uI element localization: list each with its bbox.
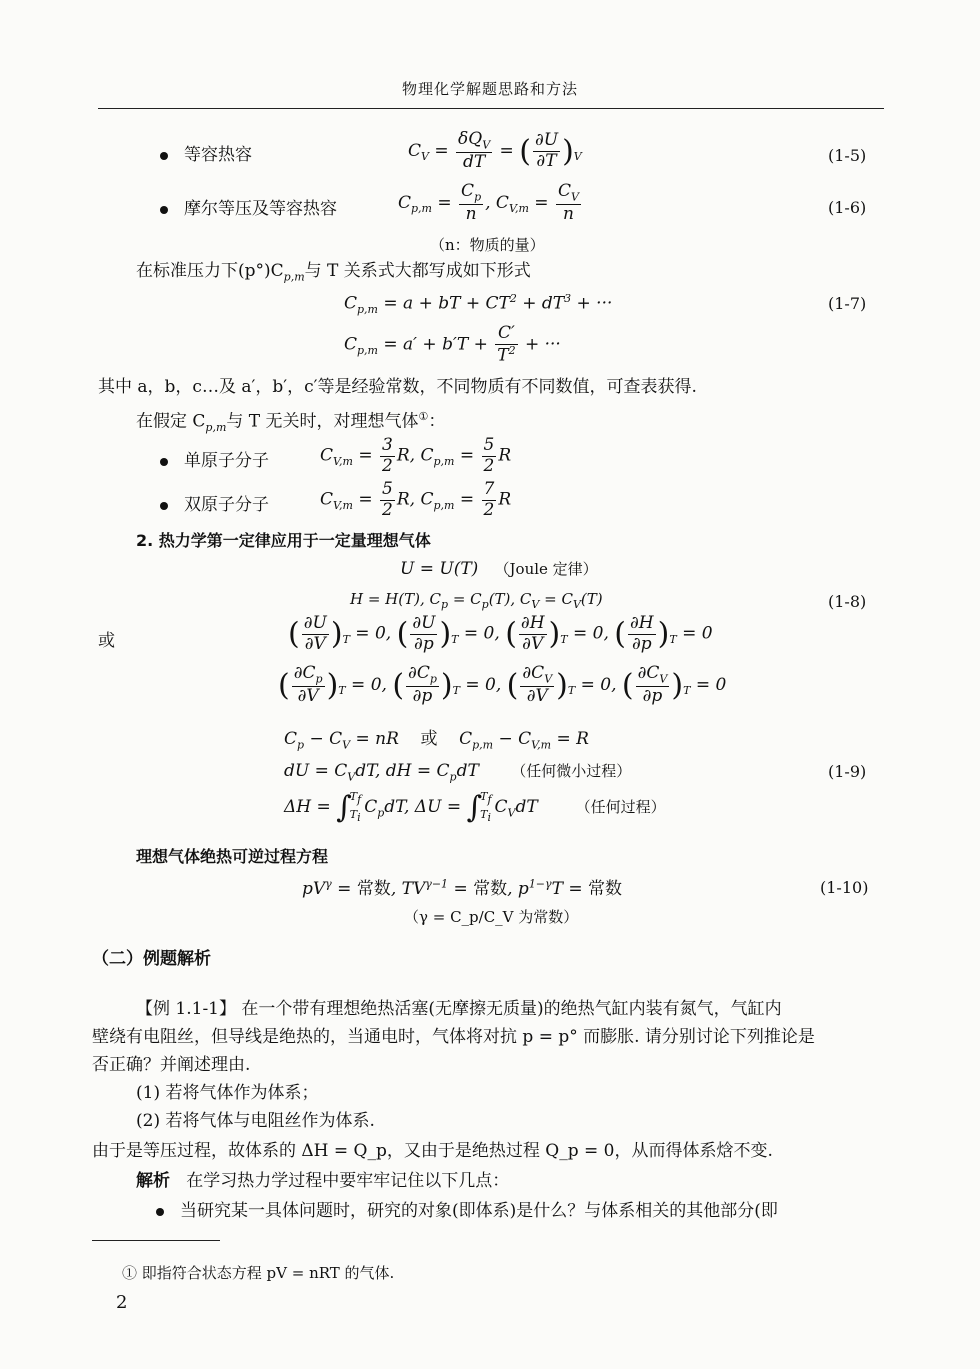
example-question-1: (1) 若将气体作为体系； xyxy=(136,1083,319,1103)
equation-1-7b: $C_{p,m} = a' + b'T$ + $\frac{C'}{T^2}$ + ··· xyxy=(344,323,561,366)
section-heading-2: 2. 热力学第一定律应用于一定量理想气体 xyxy=(136,531,431,550)
eq-number-1-9: (1-9) xyxy=(828,762,867,781)
example-line-3: 否正确？并阐述理由. xyxy=(92,1055,251,1075)
text-std-pressure: 在标准压力下$(p^\circ)C_{p,m}$与 T 关系式大都写成如下形式 xyxy=(136,261,531,284)
eq-number-1-7: (1-7) xyxy=(828,294,867,313)
text-constants: 其中 a，b，c…及 a′，b′，c′等是经验常数，不同物质有不同数值，可查表获得. xyxy=(98,377,697,397)
equation-diatomic: $C_{V,m}$ = $\frac{5}{2}$ R, $C_{p,m}$ = $\frac{7}{2}$ R xyxy=(320,479,512,520)
equation-partials-UH: ( $\frac{\partial U}{\partial V}$ )$_T = 0$, ( $\frac{\partial U}{\partial p}$ )$_T = 0$, ( $\frac{\partial H}{\partial V}$ )$_T = 0$, ( $\frac{\partial H}{\partial p}$ )$_T = 0$ xyxy=(288,613,713,654)
bullet-icon xyxy=(160,502,168,510)
eq-number-1-6: (1-6) xyxy=(828,198,867,217)
example-line-4: 由于是等压过程，故体系的 ΔH = Q_p，又由于是绝热过程 Q_p = 0，从而得体系焓不变. xyxy=(92,1141,773,1161)
example-line-1: 【例 1.1-1】 在一个带有理想绝热活塞(无摩擦无质量)的绝热气缸内装有氮气，气缸内 xyxy=(136,999,782,1019)
analysis-line: 解析 在学习热力学过程中要牢牢记住以下几点： xyxy=(136,1171,510,1191)
note-amount: （n：物质的量） xyxy=(430,236,545,254)
equation-1-10: $pV^\gamma$ = 常数, $TV^{\gamma-1}$ = 常数, $p^{1-\gamma}T$ = 常数 xyxy=(302,877,622,899)
example-line-2: 壁绕有电阻丝，但导线是绝热的，当通电时，气体将对抗 p = p° 而膨胀. 请分别讨论下列推论是 xyxy=(92,1027,815,1047)
header-rule xyxy=(98,108,884,109)
bullet-item-monatomic: 单原子分子 xyxy=(160,446,269,471)
equation-monatomic: $C_{V,m}$ = $\frac{3}{2}$ R, $C_{p,m}$ = $\frac{5}{2}$ R xyxy=(320,435,512,476)
section-heading-examples: （二）例题解析 xyxy=(92,949,211,969)
text-assume: 在假定 $C_{p,m}$与 T 无关时，对理想气体①： xyxy=(136,410,446,435)
label-or: 或 xyxy=(98,631,115,651)
footnote-ref: ① xyxy=(418,410,429,423)
note-gamma: （γ = C_p/C_V 为常数） xyxy=(404,908,579,926)
eq-number-1-5: (1-5) xyxy=(828,146,867,165)
footnote: ① 即指符合状态方程 pV = nRT 的气体. xyxy=(122,1264,395,1282)
equation-integrals: ΔH = ∫ $T_f$ $T_i$ $C_pdT$, ΔU = ∫ $T_f$ $T_i$ $C_VdT$ （任何过程） xyxy=(284,790,666,825)
equation-cp-cv: $C_p - C_V$ = nR 或 $C_{p,m} - C_{V,m} = R$ xyxy=(284,729,589,752)
bullet-item-molar: 摩尔等压及等容热容 xyxy=(160,194,337,219)
bullet-item-isochoric: 等容热容 xyxy=(160,140,252,165)
eq-number-1-8: (1-8) xyxy=(828,592,867,611)
example-question-2: (2) 若将气体与电阻丝作为体系. xyxy=(136,1111,375,1131)
eq-number-1-10: (1-10) xyxy=(820,878,869,897)
equation-1-7a: $C_{p,m} = a$ + bT + $CT^2 + dT^3$ + ··· xyxy=(344,292,613,317)
equation-1-9: dU = $C_VdT$, dH = $C_pdT$ （任何微小过程） xyxy=(284,761,632,784)
bullet-icon xyxy=(160,206,168,214)
footnote-rule xyxy=(92,1240,220,1241)
equation-partials-C: ( $\frac{\partial C_p}{\partial V}$ )$_T = 0$, ( $\frac{\partial C_p}{\partial p}$ )$_T = 0$, ( $\frac{\partial C_V}{\partial V}$ )$_T = 0$, ( $\frac{\partial C_V}{\partial p}$ )$_T = 0$ xyxy=(278,663,727,707)
bullet-icon xyxy=(160,458,168,466)
bullet-item-diatomic: 双原子分子 xyxy=(160,490,269,515)
bullet-item-analysis: 当研究某一具体问题时，研究的对象(即体系)是什么？与体系相关的其他部分(即 xyxy=(156,1198,778,1224)
bullet-icon xyxy=(156,1208,164,1216)
equation-1-5: $C_V$ = $\frac{\delta Q_V}{dT}$ = ( $\frac{\partial U}{\partial T}$ )$_V$ xyxy=(408,129,582,173)
running-header: 物理化学解题思路和方法 xyxy=(401,80,578,98)
equation-joule: U = U(T) （Joule 定律） xyxy=(400,559,598,579)
page-number: 2 xyxy=(116,1292,128,1313)
heading-adiabatic: 理想气体绝热可逆过程方程 xyxy=(136,847,329,866)
bullet-icon xyxy=(160,152,168,160)
equation-1-6: $C_{p,m}$ = $\frac{C_p}{n}$ , $C_{V,m}$ = $\frac{C_V}{n}$ xyxy=(398,181,579,225)
equation-1-8: H = H(T), $C_p = C_p(T)$, $C_V = C_V(T)$ xyxy=(350,590,603,611)
